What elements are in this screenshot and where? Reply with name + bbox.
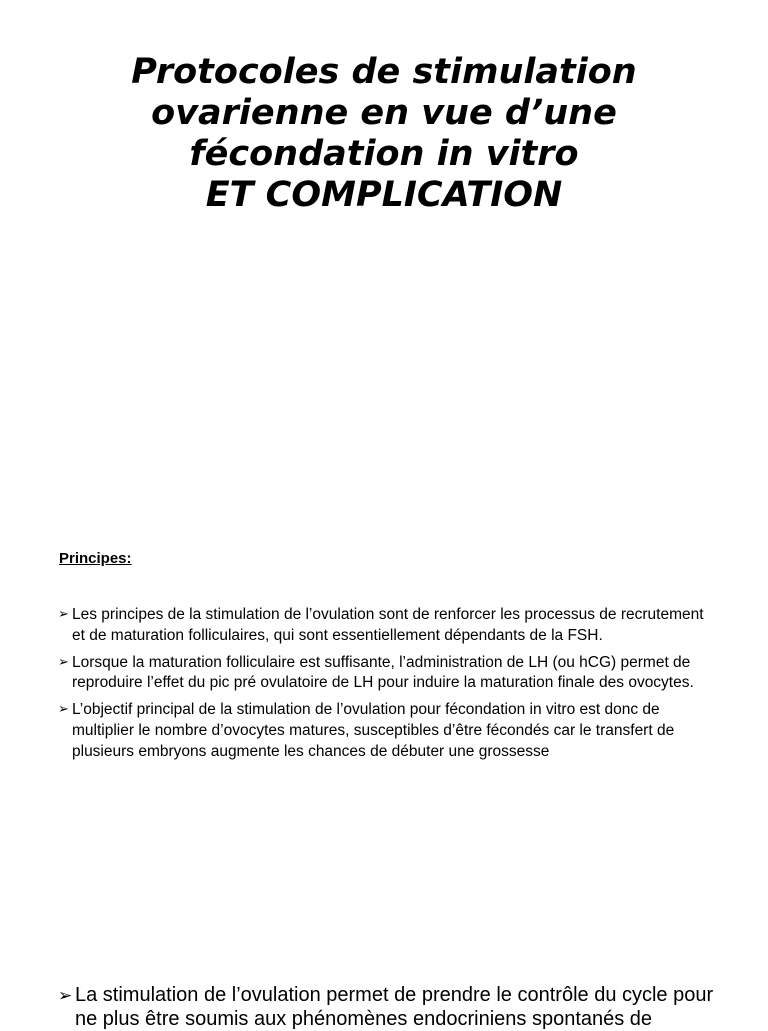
list-item xyxy=(58,605,718,647)
title-line-1: Protocoles de stimulation xyxy=(131,52,637,92)
title-line-3: fécondation in vitro xyxy=(189,134,579,174)
list-item-text: L’objectif principal de la stimulation de l’ovulation pour fécondation in vitro est donc de multiplier le nombre d’ovocytes matures, susceptibles d’être fécondés car le transfert de plusieurs embryons augmente les chances de débuter une grossesse xyxy=(72,701,675,760)
arrow-bullet-icon: ➢ xyxy=(58,702,69,718)
list-item-text: Les principes de la stimulation de l’ovulation sont de renforcer les processus de recrutement et de maturation folliculaires, qui sont essentiellement dépendants de la FSH. xyxy=(72,606,704,644)
title-line-2: ovarienne en vue d’une xyxy=(151,93,617,133)
principes-bullet-list xyxy=(58,605,718,769)
list-item xyxy=(58,653,718,695)
list-item xyxy=(58,700,718,762)
title-line-4: ET COMPLICATION xyxy=(205,175,563,215)
next-page-text: La stimulation de l’ovulation permet de prendre le contrôle du cycle pour ne plus être soumis aux phénomènes endocriniens spontanés de xyxy=(75,984,714,1030)
principes-heading: Principes: xyxy=(59,550,132,567)
arrow-bullet-icon: ➢ xyxy=(58,986,73,1006)
list-item-text: Lorsque la maturation folliculaire est suffisante, l’administration de LH (ou hCG) permet de reproduire l’effet du pic pré ovulatoire de LH pour induire la maturation finale des ovocytes. xyxy=(72,653,694,692)
page-title xyxy=(0,52,768,216)
arrow-bullet-icon: ➢ xyxy=(58,654,69,670)
arrow-bullet-icon: ➢ xyxy=(58,607,69,622)
